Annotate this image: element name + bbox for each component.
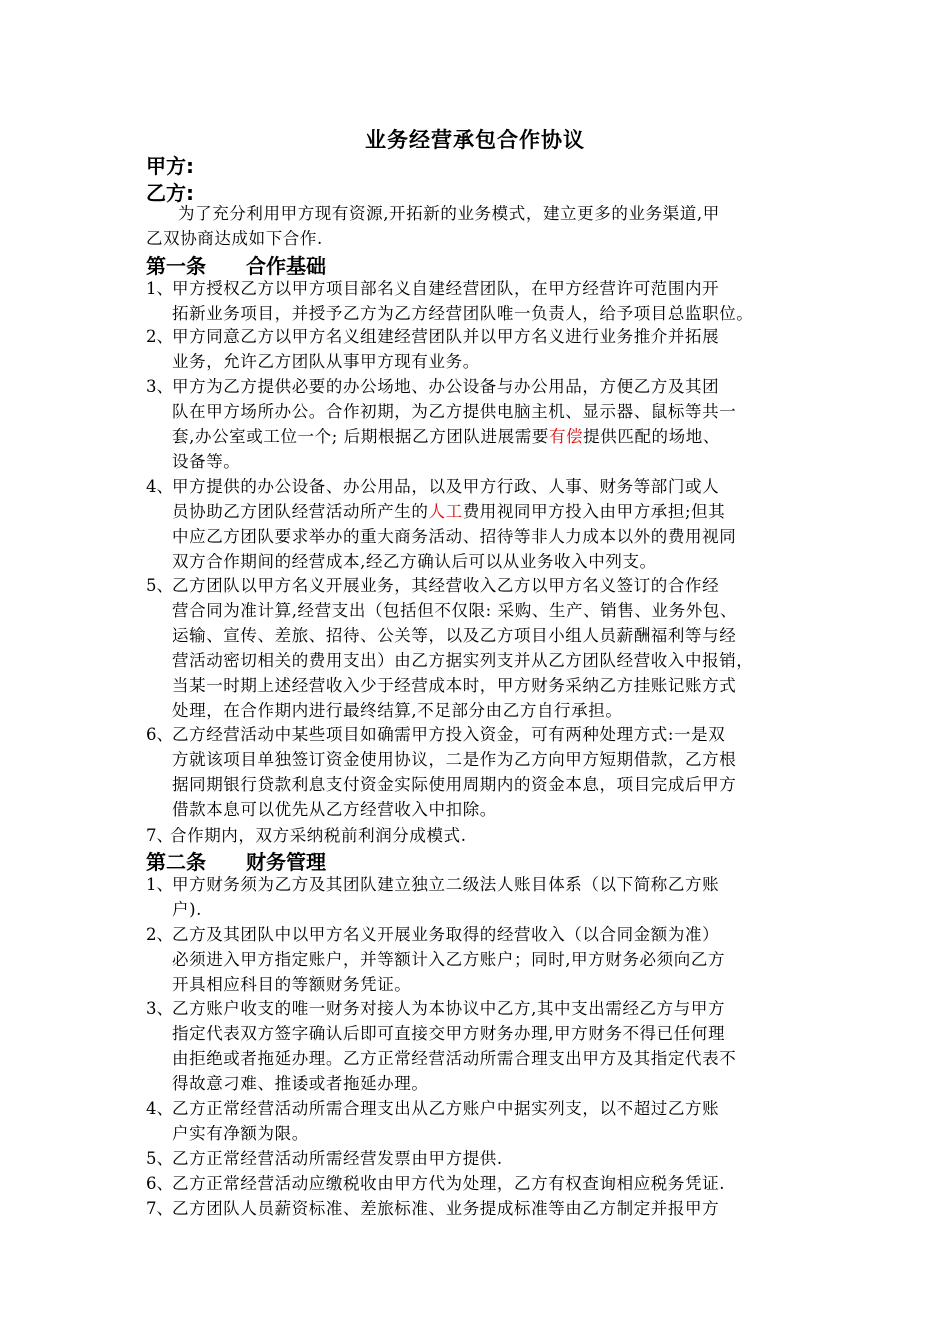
clause-number: 2、 <box>146 327 173 346</box>
party-a-label: 甲方: <box>146 154 194 178</box>
clause-line: 甲方授权乙方以甲方项目部名义自建经营团队，在甲方经营许可范围内开 <box>172 279 720 298</box>
clause-line: 指定代表双方签字确认后即可直接交甲方财务办理,甲方财务不得已任何理 <box>172 1024 726 1043</box>
clause-number: 4、 <box>146 1099 173 1118</box>
clause-text: 费用视同甲方投入由甲方承担;但其 <box>462 502 726 521</box>
section-2-title: 财务管理 <box>246 850 326 874</box>
clause-text: 套,办公室或工位一个; 后期根据乙方团队进展需要 <box>172 427 549 446</box>
clause-line: 甲方同意乙方以甲方名义组建经营团队并以甲方名义进行业务推介并拓展 <box>172 327 720 346</box>
clause-number: 6、 <box>146 725 173 744</box>
clause-line: 借款本息可以优先从乙方经营收入中扣除。 <box>172 800 497 819</box>
clause-text: 提供匹配的场地、 <box>583 427 720 446</box>
clause-line: 户). <box>172 900 202 919</box>
clause-line: 拓新业务项目，并授予乙方为乙方经营团队唯一负责人，给予项目总监职位。 <box>172 304 754 323</box>
clause-1-2 <box>146 324 826 374</box>
highlighted-text: 有偿 <box>548 427 584 446</box>
clause-number: 1、 <box>146 875 173 894</box>
clause-line: 队在甲方场所办公。合作初期，为乙方提供电脑主机、显示器、鼠标等共一 <box>172 402 737 421</box>
clause-number: 3、 <box>146 999 173 1018</box>
clause-line: 乙方正常经营活动所需经营发票由甲方提供. <box>172 1149 503 1168</box>
clause-line: 乙方账户收支的唯一财务对接人为本协议中乙方,其中支出需经乙方与甲方 <box>172 999 726 1018</box>
section-1-number: 第一条 <box>146 254 206 278</box>
clause-line: 中应乙方团队要求举办的重大商务活动、招待等非人力成本以外的费用视同 <box>172 527 737 546</box>
clause-line: 得故意刁难、推诿或者拖延办理。 <box>172 1074 429 1093</box>
clause-line: 乙方经营活动中某些项目如确需甲方投入资金，可有两种处理方式:一是双 <box>172 725 726 744</box>
clause-line: 营合同为准计算,经营支出（包括但不仅限: 采购、生产、销售、业务外包、 <box>172 601 738 620</box>
clause-number: 5、 <box>146 576 173 595</box>
clause-1-7 <box>146 823 826 848</box>
clause-1-1 <box>146 276 826 326</box>
clause-number: 6、 <box>146 1174 173 1193</box>
section-2-number: 第二条 <box>146 850 206 874</box>
clause-line: 双方合作期间的经营成本,经乙方确认后可以从业务收入中列支。 <box>172 552 657 571</box>
clause-line: 业务，允许乙方团队从事甲方现有业务。 <box>172 352 480 371</box>
clause-line: 乙方正常经营活动所需合理支出从乙方账户中据实列支，以不超过乙方账 <box>172 1099 720 1118</box>
clause-line: 乙方团队人员薪资标准、差旅标准、业务提成标准等由乙方制定并报甲方 <box>172 1199 720 1218</box>
clause-2-2 <box>146 922 826 997</box>
section-1-heading <box>146 250 326 279</box>
clause-line <box>146 499 826 524</box>
clause-line: 据同期银行贷款利息支付资金实际使用周期内的资金本息，项目完成后甲方 <box>172 775 737 794</box>
clause-line: 乙方正常经营活动应缴税收由甲方代为处理，乙方有权查询相应税务凭证. <box>172 1174 726 1193</box>
clause-1-3 <box>146 374 826 474</box>
clause-text: 员协助乙方团队经营活动所产生的 <box>172 502 429 521</box>
clause-line: 运输、宣传、差旅、招待、公关等，以及乙方项目小组人员薪酬福利等与经 <box>172 626 737 645</box>
clause-1-4 <box>146 474 826 574</box>
clause-number: 1、 <box>146 279 173 298</box>
clause-line: 设备等。 <box>172 452 241 471</box>
clause-2-4 <box>146 1096 826 1146</box>
clause-number: 7、 <box>146 1199 173 1218</box>
intro-line-2: 乙双协商达成如下合作. <box>146 229 323 248</box>
clause-2-1 <box>146 872 826 922</box>
section-1-title: 合作基础 <box>246 254 326 278</box>
clause-line: 户实有净额为限。 <box>172 1124 309 1143</box>
document-title: 业务经营承包合作协议 <box>365 128 585 152</box>
clause-number: 4、 <box>146 477 173 496</box>
section-2-heading <box>146 846 326 875</box>
clause-line: 处理，在合作期内进行最终结算,不足部分由乙方自行承担。 <box>172 701 623 720</box>
clause-2-5 <box>146 1146 826 1171</box>
party-b-label: 乙方: <box>146 181 194 205</box>
clause-line: 当某一时期上述经营收入少于经营成本时，甲方财务采纳乙方挂账记账方式 <box>172 676 737 695</box>
intro-line-1: 为了充分利用甲方现有资源,开拓新的业务模式，建立更多的业务渠道,甲 <box>178 204 720 223</box>
clause-line: 甲方提供的办公设备、办公用品，以及甲方行政、人事、财务等部门或人 <box>172 477 720 496</box>
clause-number: 7、 <box>146 826 173 845</box>
highlighted-text: 人工 <box>428 502 463 521</box>
clause-number: 3、 <box>146 377 173 396</box>
clause-line: 营活动密切相关的费用支出）由乙方据实列支并从乙方团队经营收入中报销， <box>172 651 754 670</box>
clause-line <box>146 424 826 449</box>
clause-line: 合作期内，双方采纳税前利润分成模式. <box>170 826 467 845</box>
clause-1-6 <box>146 722 826 822</box>
clause-line: 乙方及其团队中以甲方名义开展业务取得的经营收入（以合同金额为准） <box>172 925 720 944</box>
clause-line: 开具相应科目的等额财务凭证。 <box>172 975 412 994</box>
clause-2-6 <box>146 1171 826 1196</box>
clause-number: 5、 <box>146 1149 173 1168</box>
clause-line: 必须进入甲方指定账户，并等额计入乙方账户；同时,甲方财务必须向乙方 <box>172 950 726 969</box>
clause-number: 2、 <box>146 925 173 944</box>
clause-line: 甲方财务须为乙方及其团队建立独立二级法人账目体系（以下简称乙方账 <box>172 875 720 894</box>
clause-line: 甲方为乙方提供必要的办公场地、办公设备与办公用品，方便乙方及其团 <box>172 377 720 396</box>
clause-line: 由拒绝或者拖延办理。乙方正常经营活动所需合理支出甲方及其指定代表不 <box>172 1049 737 1068</box>
clause-line: 方就该项目单独签订资金使用协议，二是作为乙方向甲方短期借款，乙方根 <box>172 750 737 769</box>
clause-line: 乙方团队以甲方名义开展业务，其经营收入乙方以甲方名义签订的合作经 <box>172 576 720 595</box>
clause-2-7 <box>146 1196 826 1221</box>
clause-1-5 <box>146 573 826 723</box>
clause-2-3 <box>146 996 826 1096</box>
